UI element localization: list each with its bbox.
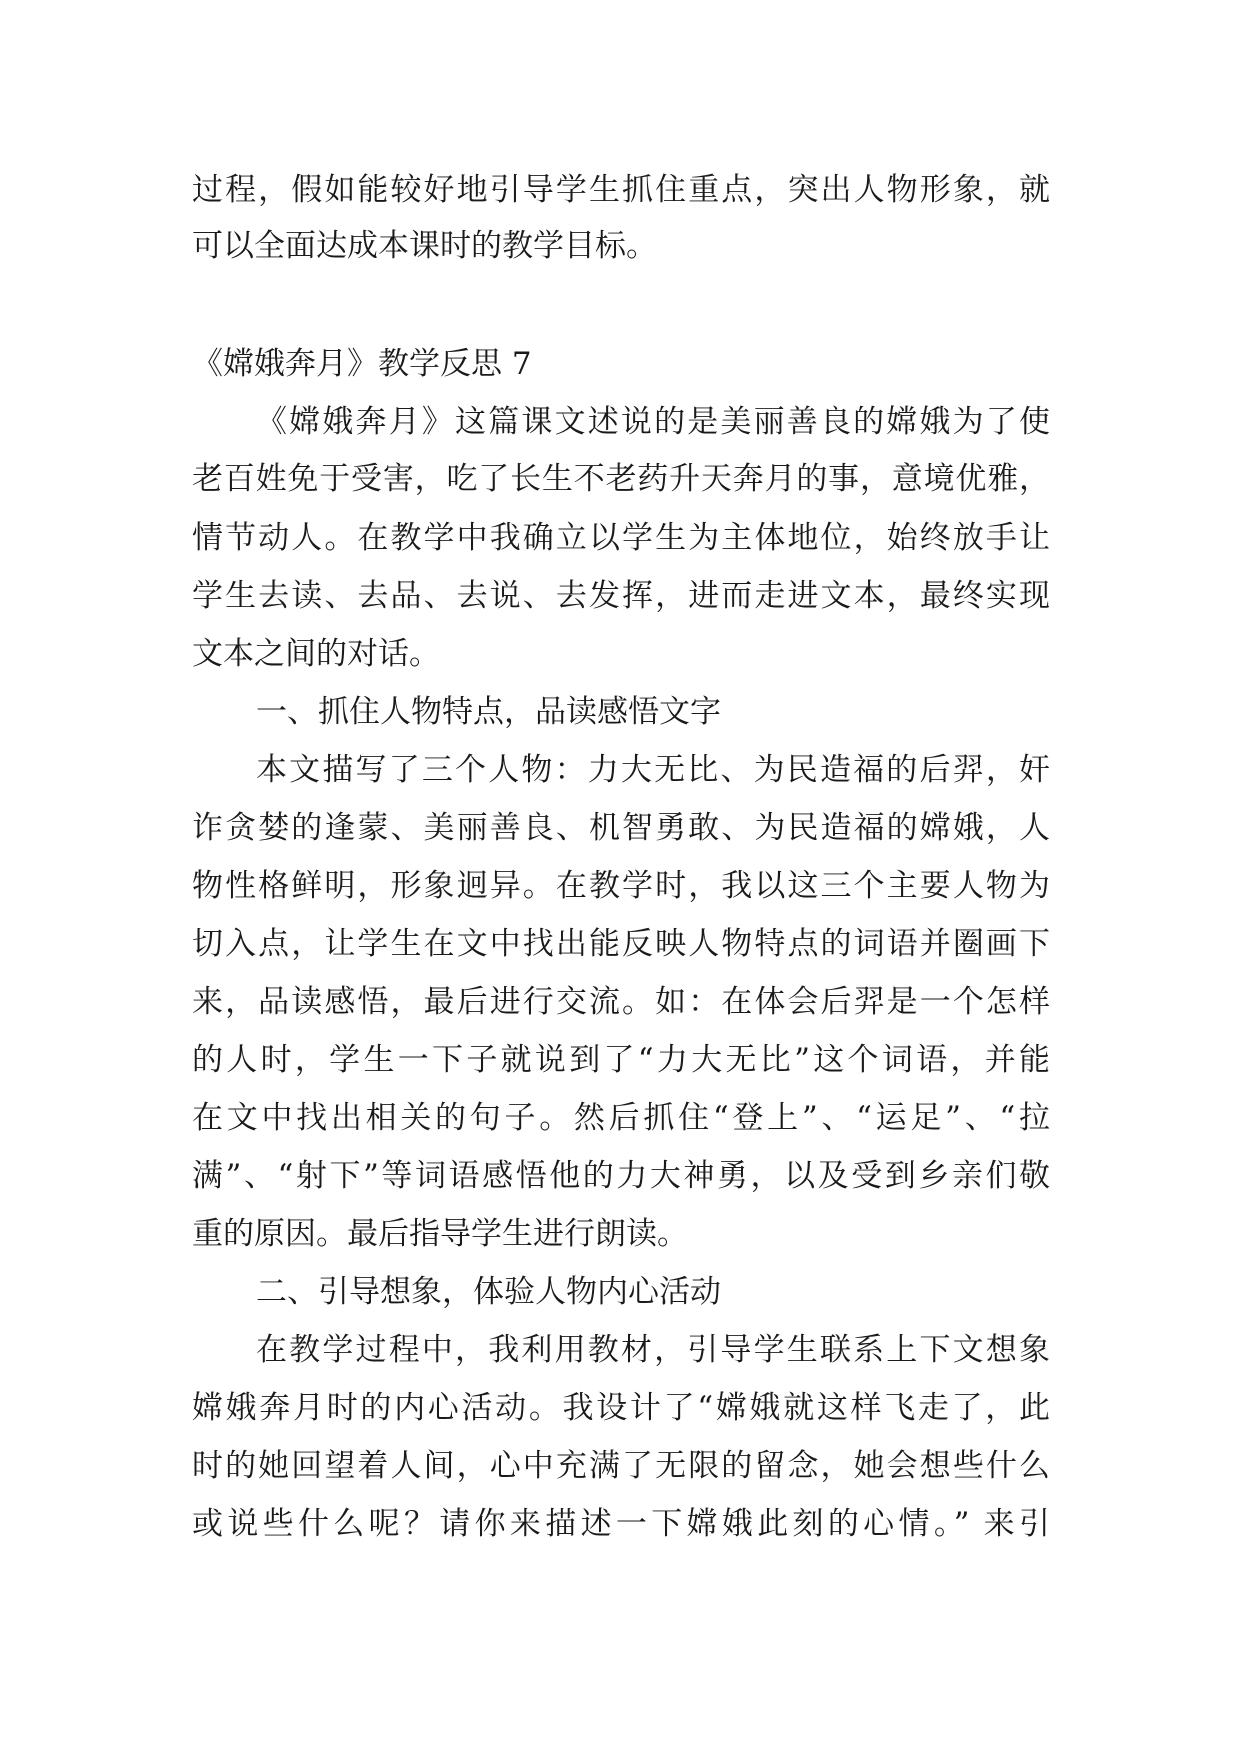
paragraph-line: 物性格鲜明，形象迥异。在教学时，我以这三个主要人物为 — [192, 868, 1050, 904]
subheading: 二、引导想象，体验人物内心活动 — [256, 1274, 721, 1310]
paragraph-line: 可以全面达成本课时的教学目标。 — [192, 228, 657, 264]
paragraph-line: 嫦娥奔月时的内心活动。我设计了“嫦娥就这样飞走了，此 — [192, 1390, 1050, 1426]
paragraph-line: 诈贪婪的逢蒙、美丽善良、机智勇敢、为民造福的嫦娥，人 — [192, 810, 1050, 846]
paragraph-line: 过程，假如能较好地引导学生抓住重点，突出人物形象，就 — [192, 172, 1050, 208]
paragraph-line: 在教学过程中，我利用教材，引导学生联系上下文想象 — [256, 1332, 1050, 1368]
paragraph-line: 文本之间的对话。 — [192, 636, 440, 672]
paragraph-line: 重的原因。最后指导学生进行朗读。 — [192, 1216, 688, 1252]
section-title: 《嫦娥奔月》教学反思 7 — [192, 346, 532, 382]
paragraph-line: 来，品读感悟，最后进行交流。如：在体会后羿是一个怎样 — [192, 984, 1050, 1020]
paragraph-line: 本文描写了三个人物：力大无比、为民造福的后羿，奸 — [256, 752, 1050, 788]
paragraph-line: 的人时，学生一下子就说到了“力大无比”这个词语，并能 — [192, 1042, 1050, 1078]
paragraph-line: 学生去读、去品、去说、去发挥，进而走进文本，最终实现 — [192, 578, 1050, 614]
paragraph-line: 情节动人。在教学中我确立以学生为主体地位，始终放手让 — [192, 520, 1050, 556]
paragraph-line: 或说些什么呢？请你来描述一下嫦娥此刻的心情。” 来引 — [192, 1506, 1050, 1542]
paragraph-line: 在文中找出相关的句子。然后抓住“登上”、“运足”、“拉 — [192, 1100, 1050, 1136]
paragraph-line: 满”、“射下”等词语感悟他的力大神勇，以及受到乡亲们敬 — [192, 1158, 1050, 1194]
subheading: 一、抓住人物特点，品读感悟文字 — [256, 694, 721, 730]
paragraph-line: 老百姓免于受害，吃了长生不老药升天奔月的事，意境优雅， — [192, 461, 1050, 497]
paragraph-line: 《嫦娥奔月》这篇课文述说的是美丽善良的嫦娥为了使 — [256, 404, 1050, 440]
paragraph-line: 切入点，让学生在文中找出能反映人物特点的词语并圈画下 — [192, 926, 1050, 962]
paragraph-line: 时的她回望着人间，心中充满了无限的留念，她会想些什么 — [192, 1448, 1050, 1484]
